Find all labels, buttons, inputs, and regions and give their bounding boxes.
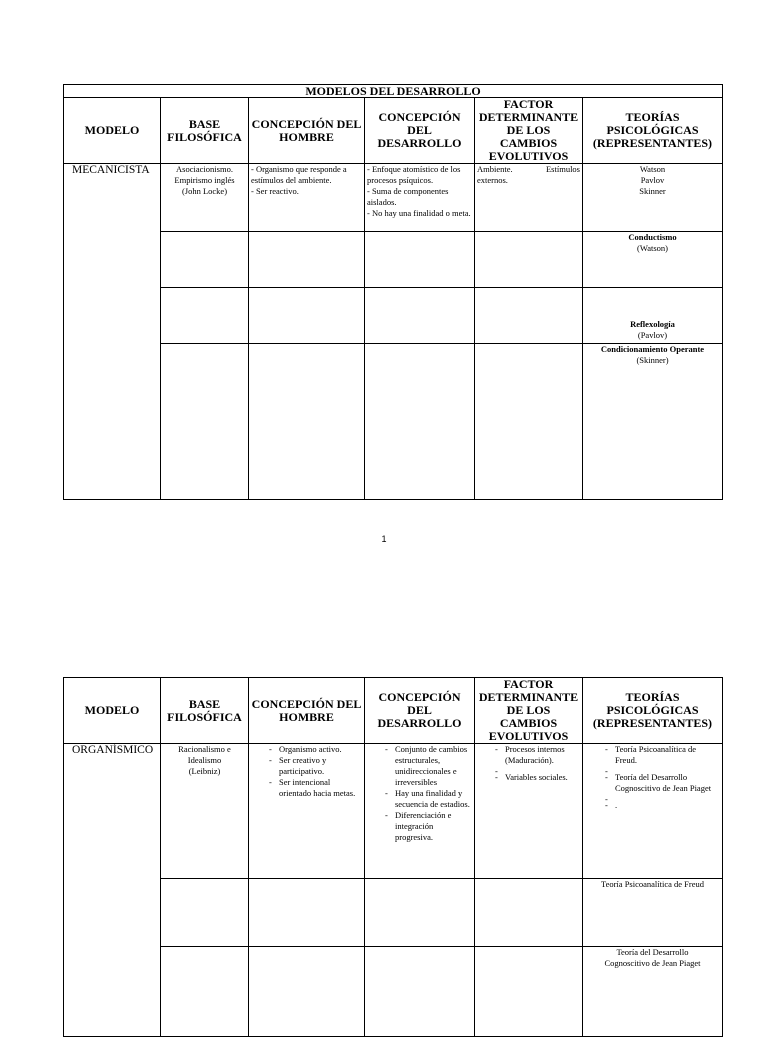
header-desarrollo: CONCEPCIÓN DEL DESARROLLO [365,678,475,744]
base-line: (Leibniz) [188,766,221,776]
teoria-item: - Teoría del Desarrollo Cognoscitivo de Jean Piaget [599,772,720,794]
header-factor: FACTOR DETERMINANTE DE LOS CAMBIOS EVOLUTIVOS [475,678,583,744]
teorias-cell [583,164,723,232]
sub-theory-cell [583,344,723,500]
base-cell [161,164,249,232]
header-base: BASE FILOSÓFICA [161,98,249,164]
teoria-line: Watson [639,164,666,174]
sub-theory-name: Reflexología [630,319,675,329]
sub-theory-cell: Teoría del Desarrollo Cognoscitivo de Jean Piaget [583,947,723,1037]
header-teorias: TEORÍAS PSICOLÓGICAS (REPRESENTANTES) [583,98,723,164]
sub-theory-cell [583,232,723,288]
header-modelo: MODELO [64,678,161,744]
factor-cell: Ambiente. Estímulos externos. [475,164,583,232]
base-cell [161,744,249,879]
model-cell: MECANICISTA [64,164,161,500]
sub-theory-rep: (Skinner) [636,355,669,365]
desarrollo-cell [365,744,475,879]
base-line: Asociacionismo. [176,164,233,174]
factor-item: - Procesos internos (Maduración). [489,744,580,766]
models-table-2 [63,677,723,1037]
header-teorias: TEORÍAS PSICOLÓGICAS (REPRESENTANTES) [583,678,723,744]
base-line: Racionalismo e [178,744,231,754]
base-line: Empirismo inglés [174,175,235,185]
base-line: Idealismo [187,755,222,765]
hombre-cell [249,744,365,879]
base-line: (John Locke) [181,186,228,196]
header-desarrollo: CONCEPCIÓN DEL DESARROLLO [365,98,475,164]
desarrollo-item: - Diferenciación e integración progresiva. [379,810,472,843]
desarrollo-line: - Enfoque atomístico de los procesos psíquicos. [367,164,461,185]
models-table-1 [63,84,723,500]
page-number: 1 [381,534,387,544]
table-title: MODELOS DEL DESARROLLO [64,85,723,98]
model-cell: ORGANÍSMICO [64,744,161,1037]
header-factor: FACTOR DETERMINANTE DE LOS CAMBIOS EVOLUTIVOS [475,98,583,164]
desarrollo-item: - Conjunto de cambios estructurales, unidireccionales e irreversibles [379,744,472,788]
teoria-item: - Teoría Psicoanalítica de Freud. [599,744,720,766]
hombre-item: - Ser intencional orientado hacia metas. [263,777,362,799]
header-modelo: MODELO [64,98,161,164]
teorias-cell [583,744,723,879]
teoria-line: Skinner [639,186,666,196]
header-base: BASE FILOSÓFICA [161,678,249,744]
desarrollo-item: - Hay una finalidad y secuencia de estadios. [379,788,472,810]
header-hombre: CONCEPCIÓN DEL HOMBRE [249,678,365,744]
teoria-item: - . [599,800,720,811]
sub-theory-name: Conductismo [628,232,677,242]
desarrollo-line: - No hay una finalidad o meta. [367,208,471,218]
sub-theory-name: Condicionamiento Operante [600,344,705,354]
factor-cell [475,744,583,879]
hombre-line: - Ser reactivo. [251,186,299,196]
desarrollo-line: - Suma de componentes aislados. [367,186,449,207]
hombre-line: - Organismo que responde a estímulos del ambiente. [251,164,347,185]
desarrollo-cell [365,164,475,232]
hombre-cell [249,164,365,232]
header-hombre: CONCEPCIÓN DEL HOMBRE [249,98,365,164]
sub-theory-cell [583,288,723,344]
hombre-item: - Organismo activo. [263,744,362,755]
sub-theory-rep: (Watson) [637,243,668,253]
teoria-line: Pavlov [640,175,665,185]
hombre-item: - Ser creativo y participativo. [263,755,362,777]
factor-item: - Variables sociales. [489,772,580,783]
sub-theory-rep: (Pavlov) [637,330,668,340]
sub-theory-cell: Teoría Psicoanalítica de Freud [583,879,723,947]
